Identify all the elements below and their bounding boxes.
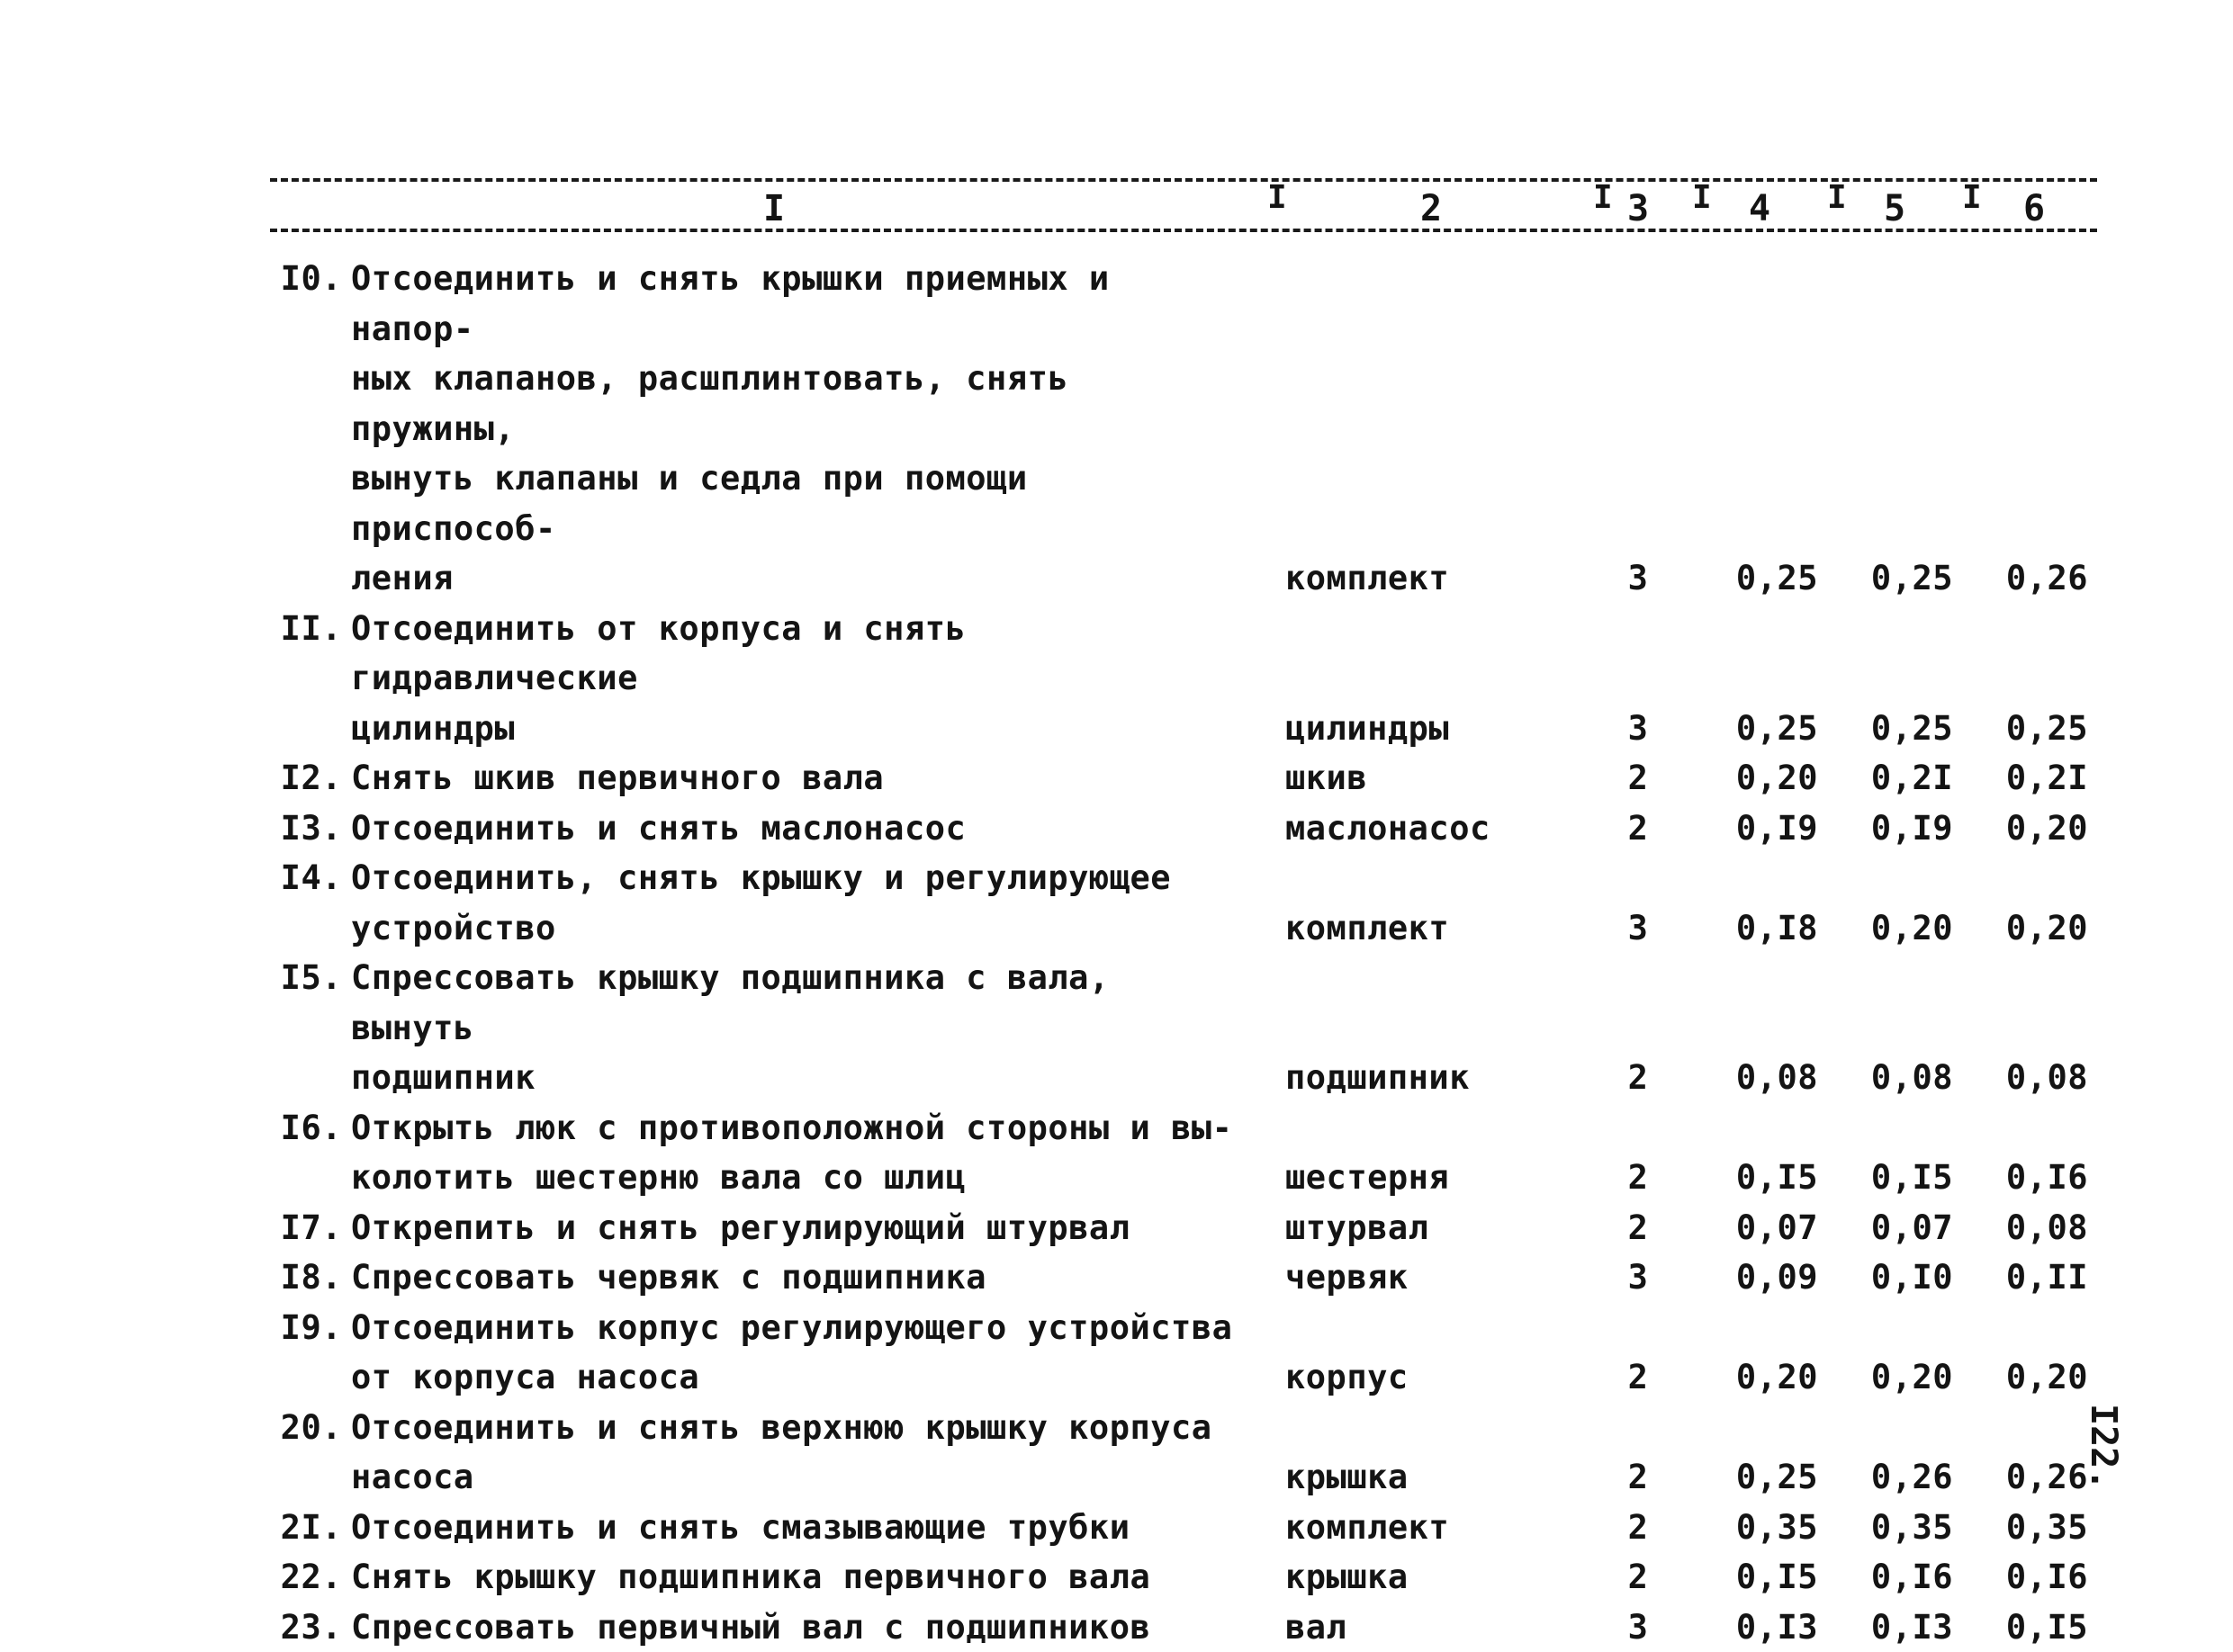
table-row [270,853,2097,953]
column-3-cell: 2 [1620,1053,1656,1103]
column-5-cell: 0,I3 [1845,1603,1953,1652]
column-header-1: I [738,189,810,229]
operation-description: Открыть люк с противоположной стороны и вы- колотить шестерню вала со шлиц [351,1103,1251,1203]
operations-table [270,254,2097,1652]
column-6-cell: 0,25 [1980,704,2088,754]
column-4-cell: 0,09 [1710,1252,1818,1303]
table-row [270,604,2097,754]
column-4-cell: 0,I5 [1710,1153,1818,1203]
column-header-6: 6 [2016,189,2052,229]
operation-description: Спрессовать первичный вал с подшипников [351,1603,1251,1652]
operation-description: Спрессовать червяк с подшипника [351,1252,1251,1303]
column-6-cell: 0,I6 [1980,1552,2088,1603]
column-separator: I [1267,180,1287,216]
column-4-cell: 0,25 [1710,553,1818,604]
column-6-cell: 0,I5 [1980,1603,2088,1652]
column-3-cell: 3 [1620,903,1656,954]
column-4-cell: 0,08 [1710,1053,1818,1103]
operation-description: Снять крышку подшипника первичного вала [351,1552,1251,1603]
unit-cell: крышка [1285,1452,1555,1503]
step-number: I3. [270,804,342,854]
table-row [270,1503,2097,1553]
table-row [270,753,2097,804]
column-3-cell: 2 [1620,1552,1656,1603]
table-row [270,1303,2097,1403]
column-6-cell: 0,26 [1980,1452,2088,1503]
column-6-cell: 0,20 [1980,804,2088,854]
step-number: I7. [270,1203,342,1253]
operation-description: Отсоединить от корпуса и снять гидравлические цилиндры [351,604,1251,754]
column-4-cell: 0,25 [1710,704,1818,754]
unit-cell: комплект [1285,1503,1555,1553]
column-header-3: 3 [1620,189,1656,229]
column-5-cell: 0,25 [1845,553,1953,604]
column-5-cell: 0,08 [1845,1053,1953,1103]
column-3-cell: 2 [1620,1352,1656,1403]
unit-cell: комплект [1285,553,1555,604]
column-6-cell: 0,2I [1980,753,2088,804]
column-3-cell: 2 [1620,753,1656,804]
unit-cell: червяк [1285,1252,1555,1303]
step-number: I5. [270,953,342,1003]
unit-cell: подшипник [1285,1053,1555,1103]
operation-description: Отсоединить и снять маслонасос [351,804,1251,854]
step-number: I9. [270,1303,342,1353]
column-6-cell: 0,26 [1980,553,2088,604]
unit-cell: маслонасос [1285,804,1555,854]
unit-cell: шестерня [1285,1153,1555,1203]
operation-description: Отсоединить, снять крышку и регулирующее устройство [351,853,1251,953]
column-5-cell: 0,I6 [1845,1552,1953,1603]
column-6-cell: 0,I6 [1980,1153,2088,1203]
step-number: II. [270,604,342,654]
column-5-cell: 0,26 [1845,1452,1953,1503]
column-4-cell: 0,I8 [1710,903,1818,954]
column-header-5: 5 [1877,189,1913,229]
table-row [270,1203,2097,1253]
column-header-4: 4 [1742,189,1778,229]
column-4-cell: 0,I9 [1710,804,1818,854]
table-row [270,804,2097,854]
step-number: 23. [270,1603,342,1652]
column-separator: I [1962,180,1982,216]
operation-description: Открепить и снять регулирующий штурвал [351,1203,1251,1253]
column-5-cell: 0,07 [1845,1203,1953,1253]
step-number: 22. [270,1552,342,1603]
table-row [270,1103,2097,1203]
table-row [270,953,2097,1103]
unit-cell: корпус [1285,1352,1555,1403]
column-4-cell: 0,35 [1710,1503,1818,1553]
column-4-cell: 0,20 [1710,753,1818,804]
table-row [270,254,2097,604]
unit-cell: вал [1285,1603,1555,1652]
column-3-cell: 3 [1620,553,1656,604]
column-separator: I [1827,180,1847,216]
column-6-cell: 0,20 [1980,903,2088,954]
column-5-cell: 0,I0 [1845,1252,1953,1303]
column-3-cell: 2 [1620,804,1656,854]
operation-description: Снять шкив первичного вала [351,753,1251,804]
step-number: I6. [270,1103,342,1154]
column-4-cell: 0,07 [1710,1203,1818,1253]
unit-cell: крышка [1285,1552,1555,1603]
unit-cell: шкив [1285,753,1555,804]
column-header-2: 2 [1404,189,1458,229]
column-3-cell: 2 [1620,1452,1656,1503]
column-5-cell: 0,I5 [1845,1153,1953,1203]
header-bottom-rule [270,229,2097,232]
column-6-cell: 0,II [1980,1252,2088,1303]
operation-description: Отсоединить и снять смазывающие трубки [351,1503,1251,1553]
column-6-cell: 0,20 [1980,1352,2088,1403]
step-number: I0. [270,254,342,304]
unit-cell: цилиндры [1285,704,1555,754]
column-separator: I [1692,180,1712,216]
column-5-cell: 0,20 [1845,1352,1953,1403]
column-3-cell: 2 [1620,1153,1656,1203]
column-4-cell: 0,I3 [1710,1603,1818,1652]
table-row [270,1603,2097,1652]
step-number: I4. [270,853,342,903]
page-number: I22. [2083,1404,2124,1490]
column-4-cell: 0,20 [1710,1352,1818,1403]
step-number: I8. [270,1252,342,1303]
column-5-cell: 0,25 [1845,704,1953,754]
column-3-cell: 2 [1620,1203,1656,1253]
step-number: 20. [270,1403,342,1453]
column-4-cell: 0,25 [1710,1452,1818,1503]
column-3-cell: 3 [1620,704,1656,754]
operation-description: Отсоединить и снять крышки приемных и напор- ных клапанов, расшплинтовать, снять пружины, вынуть клапаны и седла при помощи приспособ- ления [351,254,1251,604]
column-5-cell: 0,35 [1845,1503,1953,1553]
table-row [270,1552,2097,1603]
column-5-cell: 0,2I [1845,753,1953,804]
column-6-cell: 0,35 [1980,1503,2088,1553]
operation-description: Спрессовать крышку подшипника с вала, вынуть подшипник [351,953,1251,1103]
column-3-cell: 3 [1620,1252,1656,1303]
operation-description: Отсоединить и снять верхнюю крышку корпуса насоса [351,1403,1251,1503]
operation-description: Отсоединить корпус регулирующего устройства от корпуса насоса [351,1303,1251,1403]
column-separator: I [1593,180,1613,216]
column-5-cell: 0,20 [1845,903,1953,954]
step-number: I2. [270,753,342,804]
step-number: 2I. [270,1503,342,1553]
column-3-cell: 3 [1620,1603,1656,1652]
unit-cell: комплект [1285,903,1555,954]
column-5-cell: 0,I9 [1845,804,1953,854]
unit-cell: штурвал [1285,1203,1555,1253]
table-row [270,1403,2097,1503]
header-top-rule [270,178,2097,182]
table-row [270,1252,2097,1303]
column-3-cell: 2 [1620,1503,1656,1553]
column-6-cell: 0,08 [1980,1053,2088,1103]
column-6-cell: 0,08 [1980,1203,2088,1253]
column-4-cell: 0,I5 [1710,1552,1818,1603]
